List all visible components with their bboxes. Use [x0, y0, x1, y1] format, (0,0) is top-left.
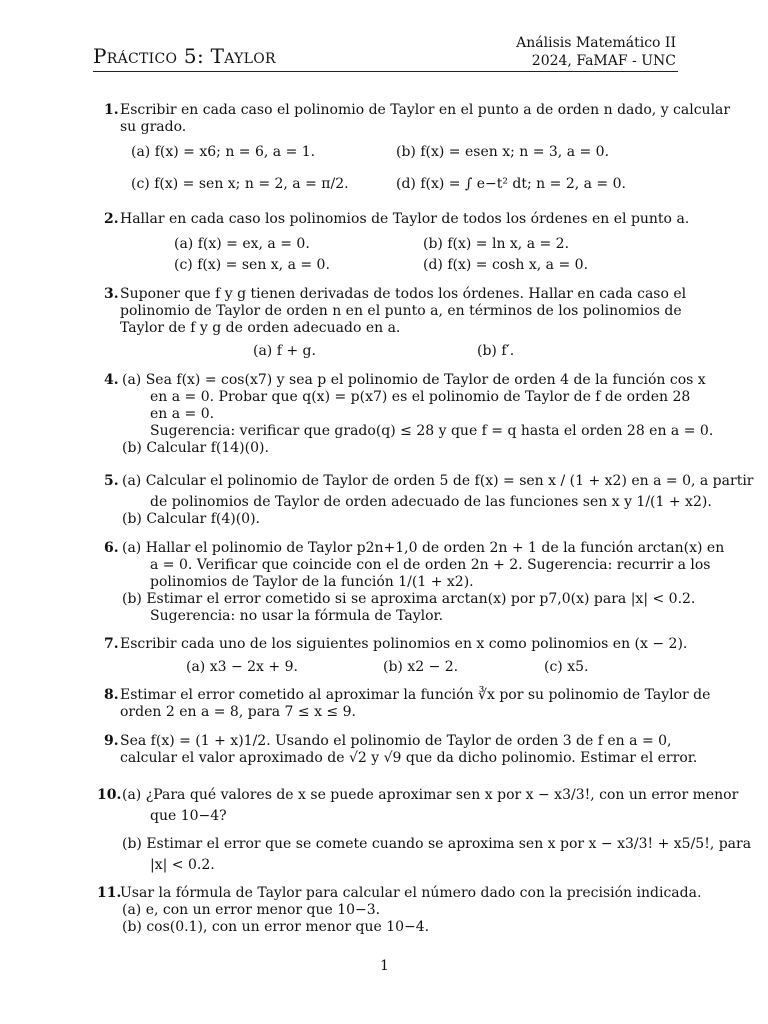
problem-text: Escribir cada uno de los siguientes polinomios en x como polinomios en (x − 2).: [120, 636, 688, 652]
problem-number: 1.: [104, 102, 119, 118]
item-a: (a) f + g.: [253, 343, 316, 359]
hint: Sugerencia: verificar que grado(q) ≤ 28 y que f = q hasta el orden 28 en a = 0.: [150, 423, 714, 439]
problem-number: 6.: [104, 540, 119, 556]
problem-text: Escribir en cada caso el polinomio de Taylor en el punto a de orden n dado, y calcular: [120, 102, 731, 118]
item-c: (c) f(x) = sen x, a = 0.: [174, 257, 330, 273]
item-b: (b) Estimar el error que se comete cuando se aproxima sen x por x − x3/3! + x5/5!, para: [122, 836, 752, 852]
problem-text: polinomio de Taylor de orden n en el punto a, en términos de los polinomios de: [120, 303, 682, 319]
item-a-cont: en a = 0.: [150, 406, 215, 422]
item-b: (b) f(x) = esen x; n = 3, a = 0.: [396, 144, 610, 160]
item-b: (b) f(x) = ln x, a = 2.: [423, 236, 570, 252]
page-title: Práctico 5: Taylor: [93, 44, 276, 68]
institution: 2024, FaMAF - UNC: [531, 53, 676, 69]
course-name: Análisis Matemático II: [516, 35, 676, 51]
item-d: (d) f(x) = ∫ e−t² dt; n = 2, a = 0.: [396, 176, 626, 192]
hint: Sugerencia: no usar la fórmula de Taylor.: [150, 608, 444, 624]
item-b: (b) cos(0.1), con un error menor que 10−4.: [122, 919, 430, 935]
item-a-cont: que 10−4?: [150, 808, 227, 824]
problem-number: 3.: [104, 286, 119, 302]
item-b: (b) Estimar el error cometido si se aproxima arctan(x) por p7,0(x) para |x| < 0.2.: [122, 591, 696, 607]
problem-text: orden 2 en a = 8, para 7 ≤ x ≤ 9.: [120, 704, 356, 720]
header-rule: [93, 71, 678, 72]
item-c: (c) f(x) = sen x; n = 2, a = π/2.: [131, 176, 349, 192]
item-b: (b) f′.: [477, 343, 515, 359]
course-info: [516, 34, 676, 70]
problem-text: Hallar en cada caso los polinomios de Taylor de todos los órdenes en el punto a.: [120, 211, 690, 227]
item-a: (a) Sea f(x) = cos(x7) y sea p el polinomio de Taylor de orden 4 de la función cos x: [122, 372, 706, 388]
problem-number: 5.: [104, 473, 119, 489]
item-b: (b) x2 − 2.: [383, 659, 459, 675]
item-a: (a) ¿Para qué valores de x se puede aproximar sen x por x − x3/3!, con un error menor: [122, 787, 739, 803]
problem-number: 2.: [104, 211, 119, 227]
problem-text: Usar la fórmula de Taylor para calcular el número dado con la precisión indicada.: [120, 885, 702, 901]
problem-text: Suponer que f y g tienen derivadas de todos los órdenes. Hallar en cada caso el: [120, 286, 687, 302]
item-a: (a) Calcular el polinomio de Taylor de orden 5 de f(x) = sen x / (1 + x2) en a = 0, a partir: [122, 473, 754, 489]
problem-number: 4.: [104, 372, 119, 388]
problem-text: su grado.: [120, 119, 187, 135]
item-a-cont: a = 0. Verificar que coincide con el de orden 2n + 2. Sugerencia: recurrir a los: [150, 557, 711, 573]
item-a: (a) Hallar el polinomio de Taylor p2n+1,0 de orden 2n + 1 de la función arctan(x) en: [122, 540, 725, 556]
problem-number: 10.: [97, 787, 122, 803]
item-a-cont: polinomios de Taylor de la función 1/(1 + x2).: [150, 574, 474, 590]
problem-text: Taylor de f y g de orden adecuado en a.: [120, 320, 401, 336]
item-b: (b) Calcular f(4)(0).: [122, 511, 260, 527]
problem-number: 11.: [97, 885, 122, 901]
item-b-cont: |x| < 0.2.: [150, 857, 215, 873]
item-d: (d) f(x) = cosh x, a = 0.: [423, 257, 589, 273]
problem-number: 9.: [104, 733, 119, 749]
item-c: (c) x5.: [544, 659, 589, 675]
problem-number: 8.: [104, 687, 119, 703]
problem-text: calcular el valor aproximado de √2 y √9 que da dicho polinomio. Estimar el error.: [120, 750, 698, 766]
item-a: (a) f(x) = x6; n = 6, a = 1.: [131, 144, 316, 160]
problem-text: Sea f(x) = (1 + x)1/2. Usando el polinomio de Taylor de orden 3 de f en a = 0,: [120, 733, 672, 749]
page-number: 1: [380, 958, 389, 974]
item-a-cont: de polinomios de Taylor de orden adecuado de las funciones sen x y 1/(1 + x2).: [150, 494, 712, 510]
problem-number: 7.: [104, 636, 119, 652]
item-a-cont: en a = 0. Probar que q(x) = p(x7) es el polinomio de Taylor de f de orden 28: [150, 389, 691, 405]
item-a: (a) x3 − 2x + 9.: [186, 659, 298, 675]
item-a: (a) f(x) = ex, a = 0.: [174, 236, 310, 252]
item-a: (a) e, con un error menor que 10−3.: [122, 902, 381, 918]
problem-text: Estimar el error cometido al aproximar la función ∛x por su polinomio de Taylor de: [120, 687, 711, 703]
item-b: (b) Calcular f(14)(0).: [122, 440, 269, 456]
